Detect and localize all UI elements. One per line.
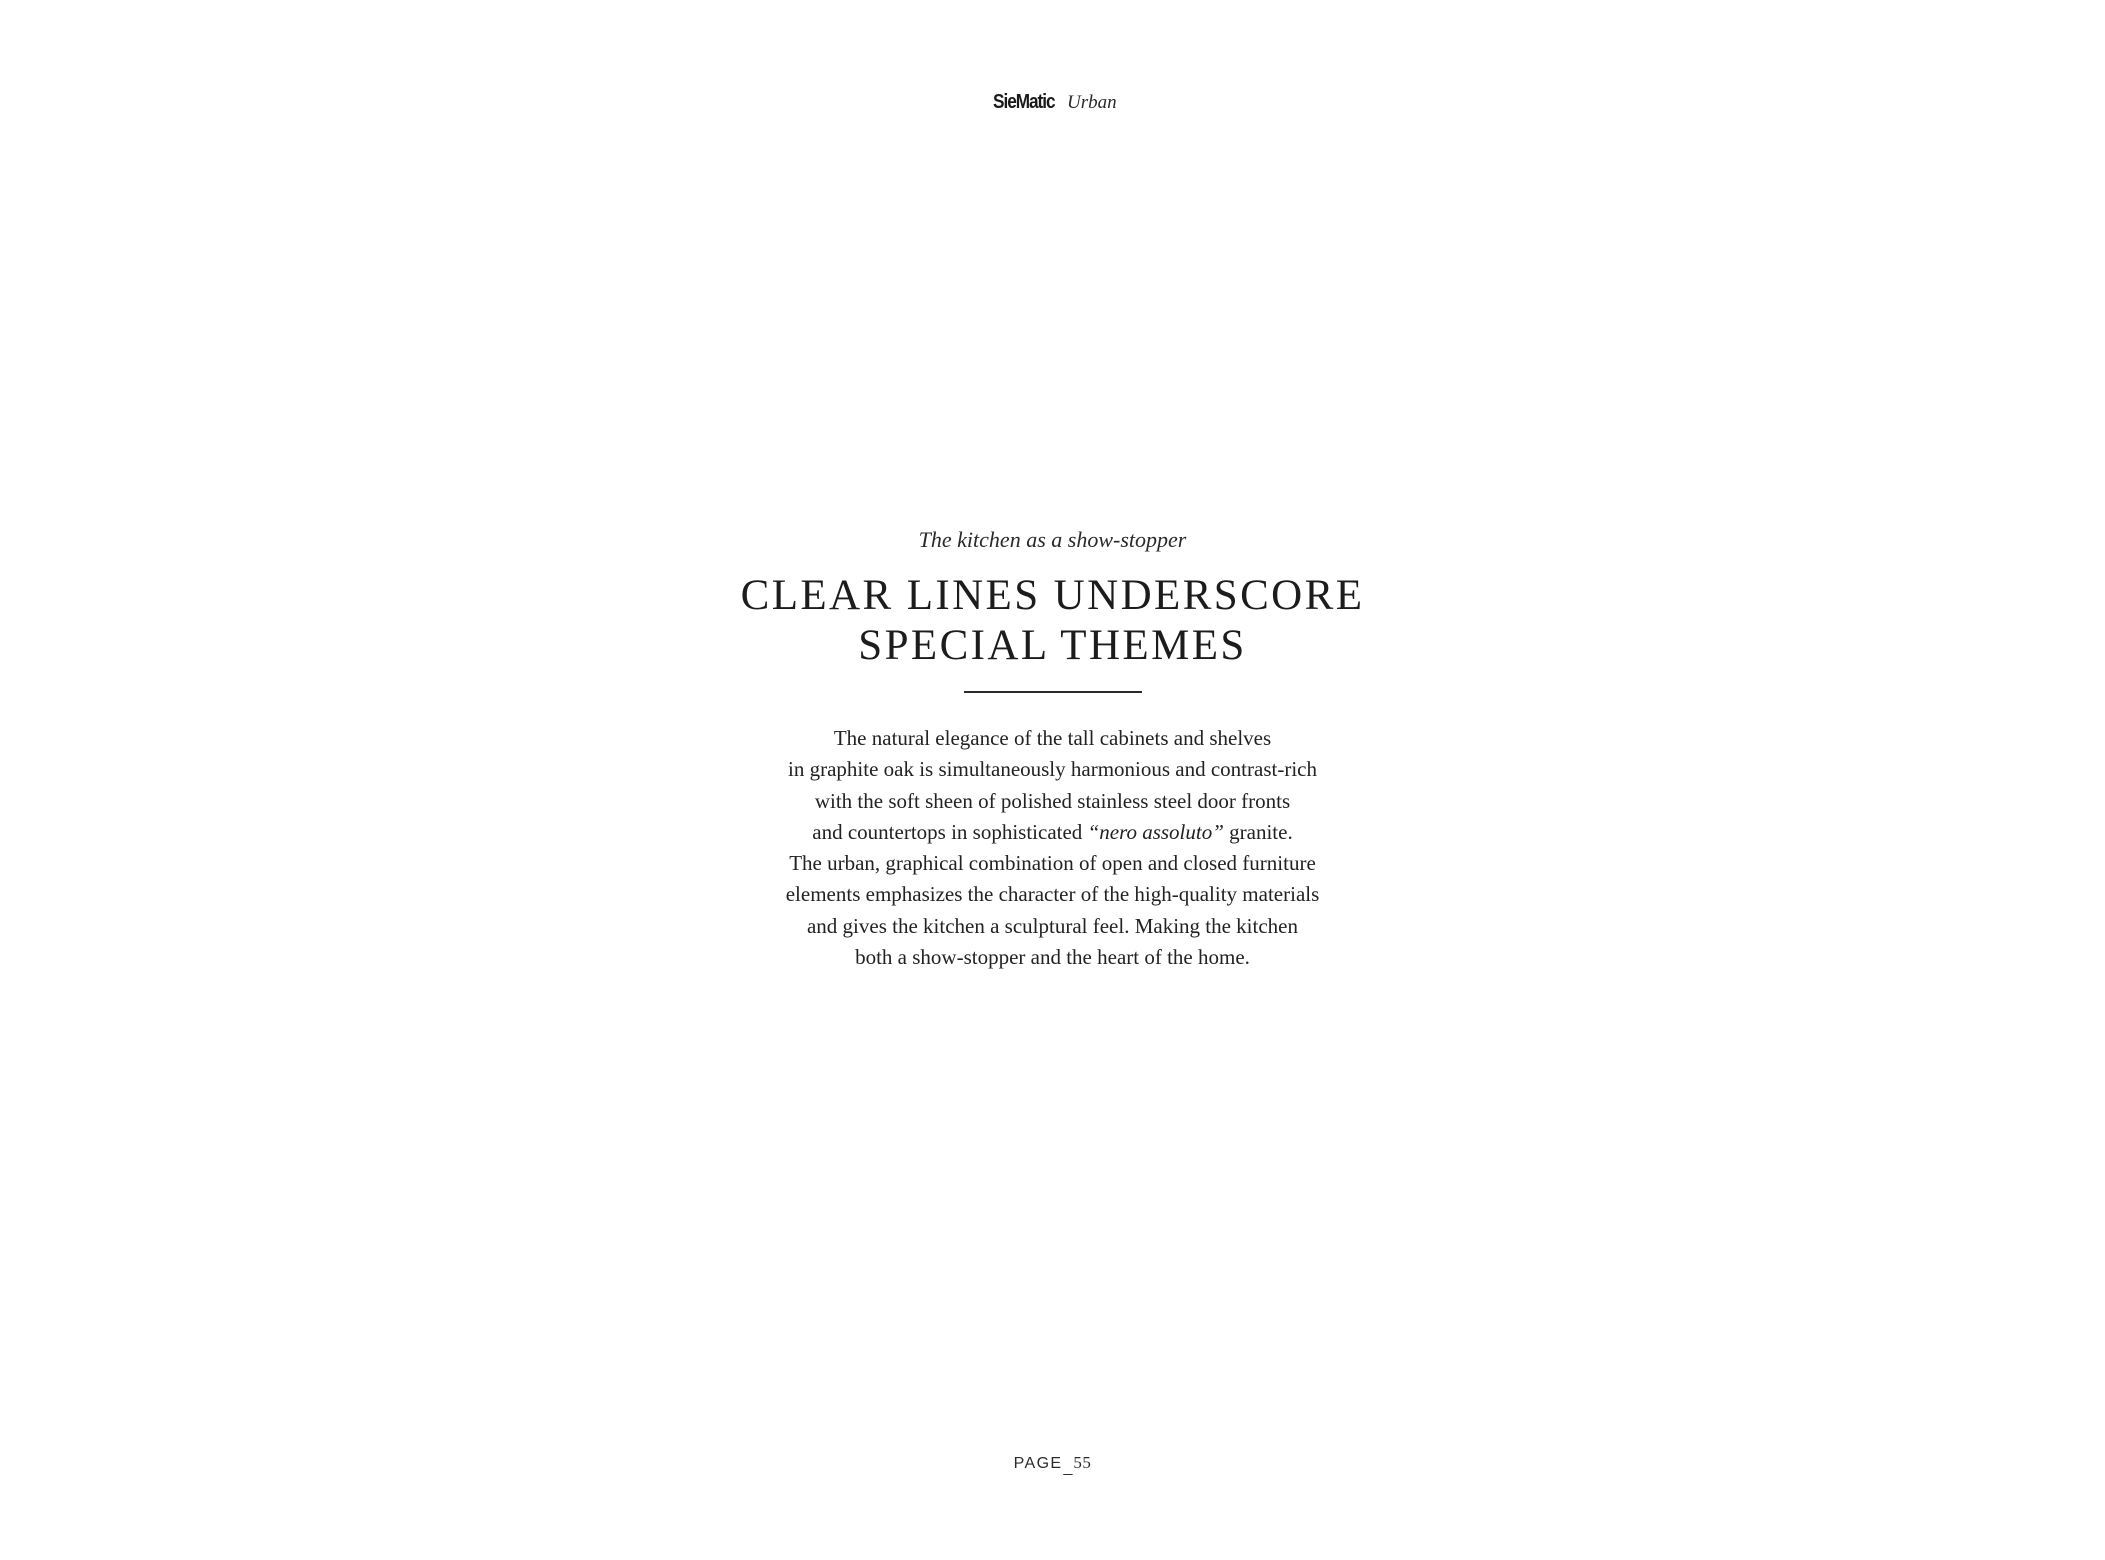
divider-rule: [964, 691, 1142, 693]
body-line: elements emphasizes the character of the high-quality materials: [785, 882, 1320, 907]
body-line: in graphite oak is simultaneously harmonious and contrast-rich: [788, 757, 1317, 782]
body-line: with the soft sheen of polished stainless steel door fronts: [814, 788, 1291, 813]
body-line: both a show-stopper and the heart of the home.: [855, 945, 1250, 970]
body-line: The natural elegance of the tall cabinets and shelves: [833, 726, 1272, 750]
article: [0, 525, 2105, 973]
italic-phrase: “nero assoluto”: [1087, 819, 1224, 844]
page-number: 55: [1073, 1453, 1092, 1472]
body-text-segment: granite.: [1223, 819, 1293, 844]
article-kicker: The kitchen as a show-stopper: [918, 527, 1187, 552]
body-line: and gives the kitchen a sculptural feel. Making the kitchen: [806, 913, 1298, 938]
article-headline: [0, 571, 2105, 671]
body-line: The urban, graphical combination of open and closed furniture: [789, 851, 1316, 876]
product-line-name: Urban: [1067, 92, 1117, 113]
headline-line: SPECIAL THEMES: [858, 622, 1247, 669]
page-label: PAGE: [1013, 1455, 1063, 1472]
page-separator: _: [1063, 1459, 1073, 1476]
brand-logo: SieMatic: [993, 91, 1055, 113]
headline-line: CLEAR LINES UNDERSCORE: [740, 572, 1365, 619]
body-text-segment: and countertops in sophisticated: [812, 819, 1088, 844]
page-header: [0, 88, 2105, 117]
page-footer: [0, 1453, 2105, 1476]
article-body: [0, 723, 2105, 973]
body-line-mixed: [0, 817, 2105, 848]
